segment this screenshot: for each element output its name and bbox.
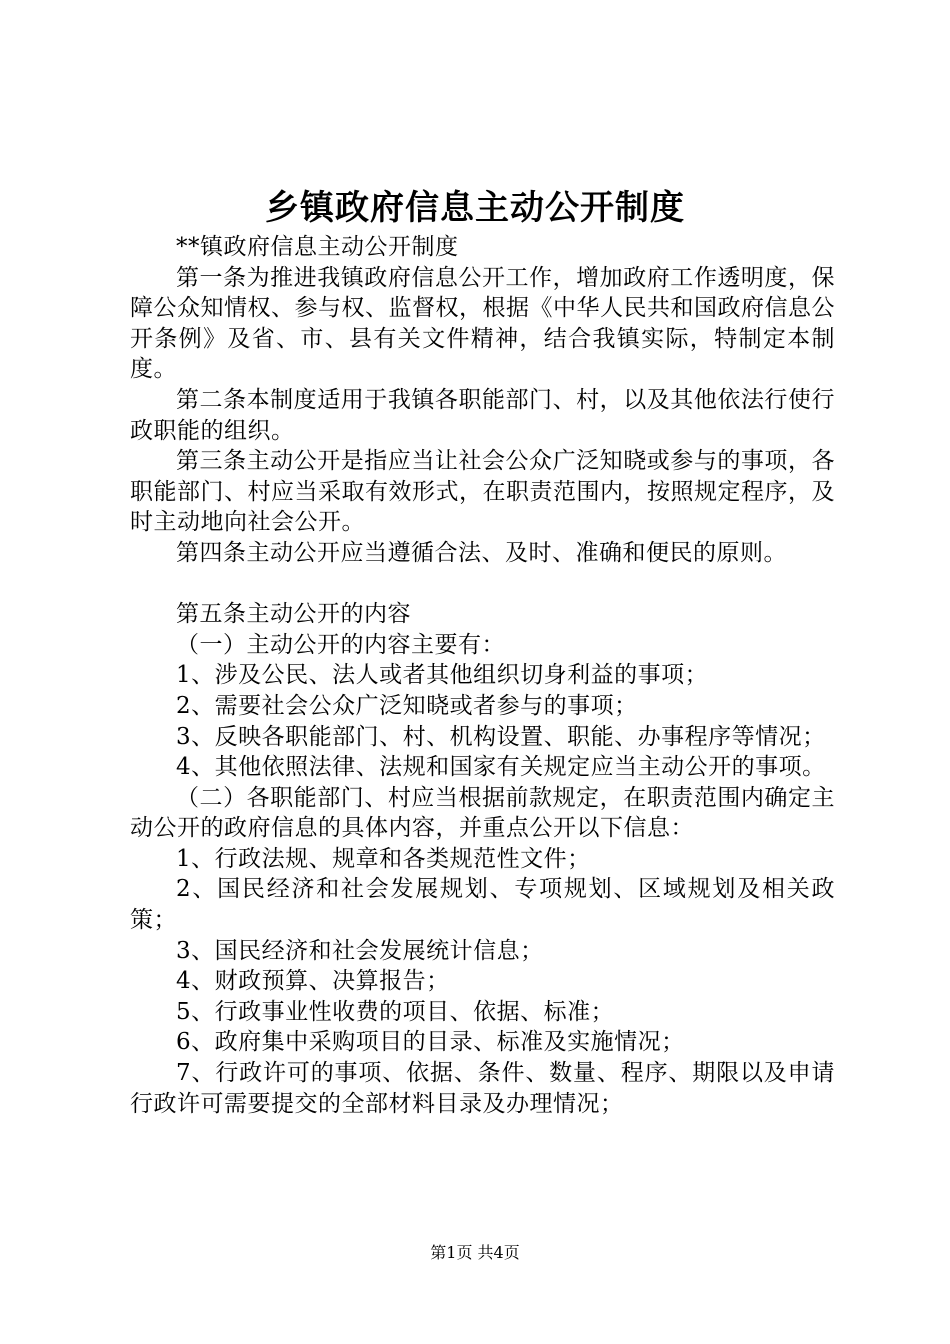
paragraph-article-4: 第四条主动公开应当遵循合法、及时、准确和便民的原则。 [176, 539, 787, 566]
list-item: 2、国民经济和社会发展规划、专项规划、区域规划及相关政策； [130, 876, 835, 934]
list-item: 4、其他依照法律、法规和国家有关规定应当主动公开的事项。 [176, 754, 826, 781]
list-item: 3、反映各职能部门、村、机构设置、职能、办事程序等情况； [176, 723, 826, 750]
list-item: 5、行政事业性收费的项目、依据、标准； [176, 998, 615, 1025]
list-item: 1、行政法规、规章和各类规范性文件； [176, 845, 591, 872]
paragraph-subtitle: **镇政府信息主动公开制度 [176, 234, 459, 260]
paragraph-article-5: 第五条主动公开的内容 [176, 601, 411, 628]
list-item: 2、需要社会公众广泛知晓或者参与的事项； [176, 692, 638, 719]
paragraph-spacer [130, 569, 835, 600]
page-number-footer: 第1页 共4页 [430, 1243, 520, 1262]
document-title: 乡镇政府信息主动公开制度 [265, 188, 685, 228]
paragraph-article-3: 第三条主动公开是指应当让社会公众广泛知晓或参与的事项，各职能部门、村应当采取有效形式，在职责范围内，按照规定程序，及时主动地向社会公开。 [130, 448, 835, 536]
list-item: 1、涉及公民、法人或者其他组织切身利益的事项； [176, 662, 709, 689]
paragraph-article-1: 第一条为推进我镇政府信息公开工作，增加政府工作透明度，保障公众知情权、参与权、监督权，根据《中华人民共和国政府信息公开条例》及省、市、县有关文件精神，结合我镇实际，特制定本制度。 [130, 264, 835, 383]
list-item: 6、政府集中采购项目的目录、标准及实施情况； [176, 1029, 685, 1056]
paragraph-section-1: （一）主动公开的内容主要有： [176, 631, 505, 658]
list-item: 7、行政许可的事项、依据、条件、数量、程序、期限以及申请行政许可需要提交的全部材料目录及办理情况； [130, 1060, 835, 1117]
list-item: 4、财政预算、决算报告； [176, 968, 450, 995]
document-body [130, 232, 835, 1119]
paragraph-article-2: 第二条本制度适用于我镇各职能部门、村，以及其他依法行使行政职能的组织。 [130, 386, 835, 444]
list-item: 3、国民经济和社会发展统计信息； [176, 937, 544, 964]
paragraph-section-2: （二）各职能部门、村应当根据前款规定，在职责范围内确定主动公开的政府信息的具体内容，并重点公开以下信息： [130, 784, 835, 842]
